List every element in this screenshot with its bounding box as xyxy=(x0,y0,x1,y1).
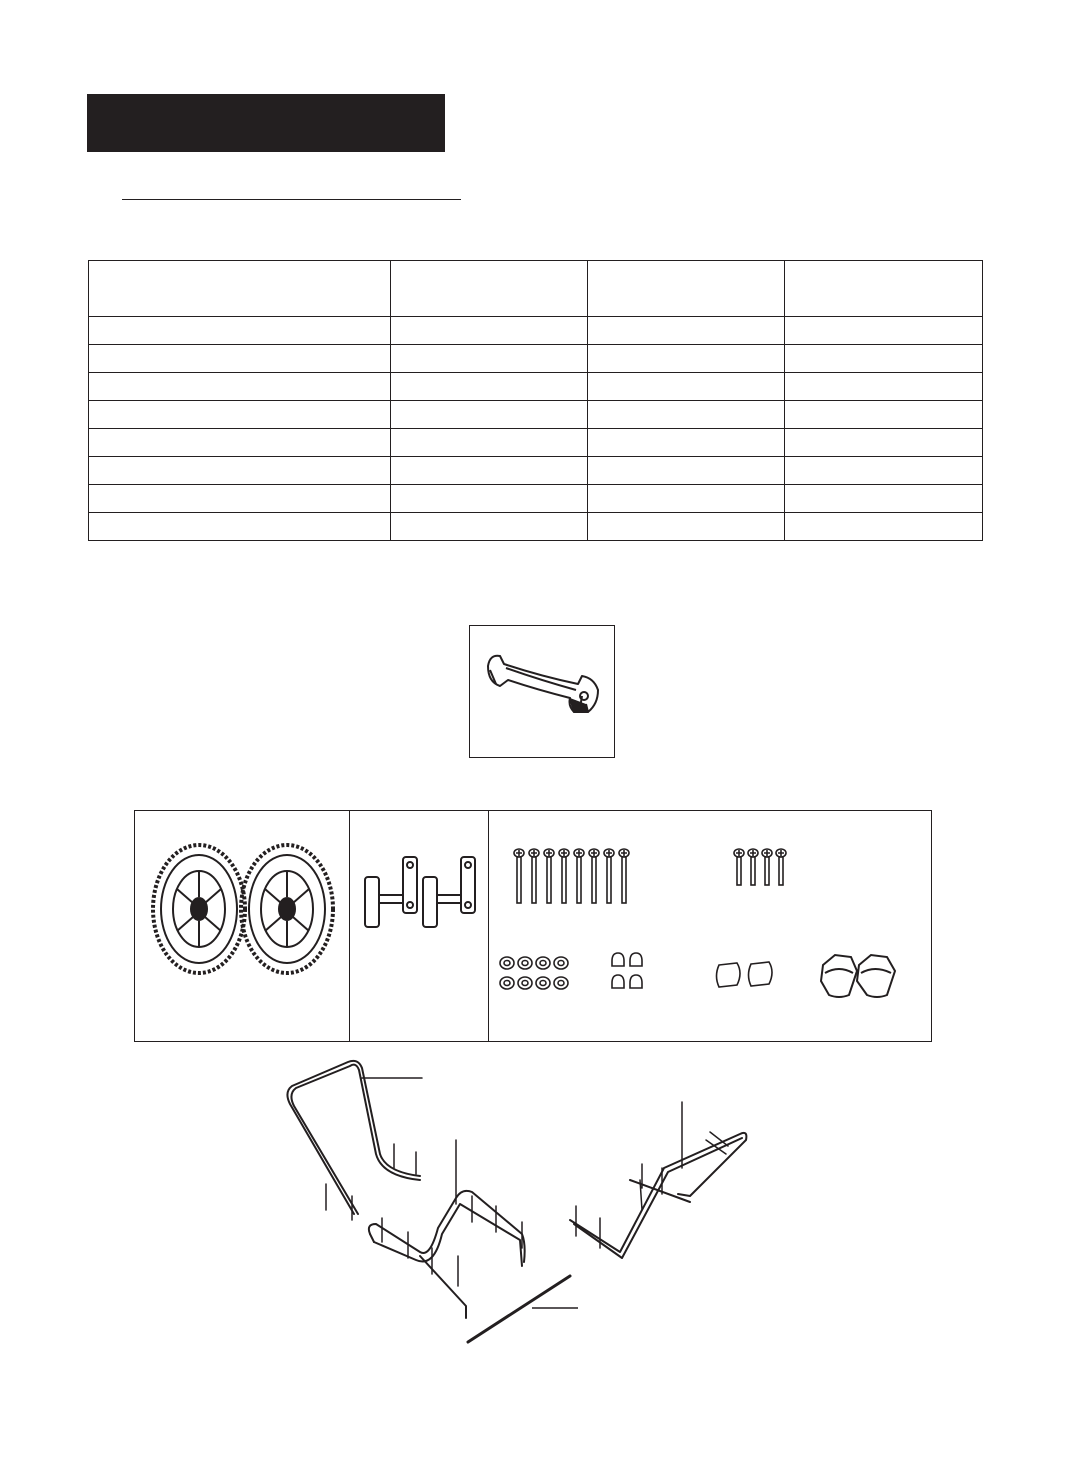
table-cell xyxy=(89,373,391,401)
table-row xyxy=(89,317,983,345)
table-header-row xyxy=(89,261,983,317)
long-bolt-icon xyxy=(513,847,643,909)
table-cell xyxy=(391,317,588,345)
table-cell xyxy=(588,485,785,513)
table-cell xyxy=(785,429,983,457)
table-cell xyxy=(89,401,391,429)
table-cell xyxy=(588,373,785,401)
spacer-icon xyxy=(715,959,779,993)
table-row xyxy=(89,345,983,373)
table-cell xyxy=(588,513,785,541)
table-cell xyxy=(785,457,983,485)
table-cell xyxy=(588,429,785,457)
table-cell xyxy=(391,457,588,485)
table-header-cell xyxy=(89,261,391,317)
table-header-cell xyxy=(588,261,785,317)
table-cell xyxy=(391,429,588,457)
axle-icon xyxy=(460,1268,600,1352)
table-cell xyxy=(588,345,785,373)
table-row xyxy=(89,401,983,429)
wheel-icon xyxy=(149,839,339,979)
table-cell xyxy=(785,513,983,541)
cap-nut-icon xyxy=(610,951,650,995)
table-header-cell xyxy=(391,261,588,317)
table-cell xyxy=(89,429,391,457)
handle-icon xyxy=(470,626,613,756)
short-bolt-icon xyxy=(733,847,793,889)
table-cell xyxy=(391,345,588,373)
table-cell xyxy=(89,457,391,485)
table-row xyxy=(89,373,983,401)
table-cell xyxy=(588,401,785,429)
table-cell xyxy=(785,345,983,373)
table-cell xyxy=(89,513,391,541)
table-row xyxy=(89,513,983,541)
table-cell xyxy=(391,373,588,401)
table-cell xyxy=(391,513,588,541)
table-cell xyxy=(391,401,588,429)
table-cell xyxy=(89,345,391,373)
table-cell xyxy=(785,373,983,401)
table-cell xyxy=(785,401,983,429)
wheel xyxy=(153,845,245,973)
specifications-table xyxy=(88,260,983,541)
table-cell xyxy=(588,317,785,345)
table-cell xyxy=(785,485,983,513)
table-row xyxy=(89,457,983,485)
bracket-icon xyxy=(361,851,481,941)
table-cell xyxy=(89,485,391,513)
flange-nut-icon xyxy=(499,955,579,997)
section-title-bar xyxy=(87,94,445,152)
table-header-cell xyxy=(785,261,983,317)
table-cell xyxy=(89,317,391,345)
table-row xyxy=(89,429,983,457)
table-cell xyxy=(785,317,983,345)
hub-cap-icon xyxy=(819,951,903,1001)
table-cell xyxy=(588,457,785,485)
section-subtitle xyxy=(122,176,461,200)
table-cell xyxy=(391,485,588,513)
hardware-parts-box xyxy=(134,810,932,1042)
table-row xyxy=(89,485,983,513)
wheel xyxy=(241,845,333,973)
handle-part-box xyxy=(469,625,615,758)
footer-text xyxy=(0,1452,200,1464)
box-divider xyxy=(488,811,489,1041)
box-divider xyxy=(349,811,350,1041)
